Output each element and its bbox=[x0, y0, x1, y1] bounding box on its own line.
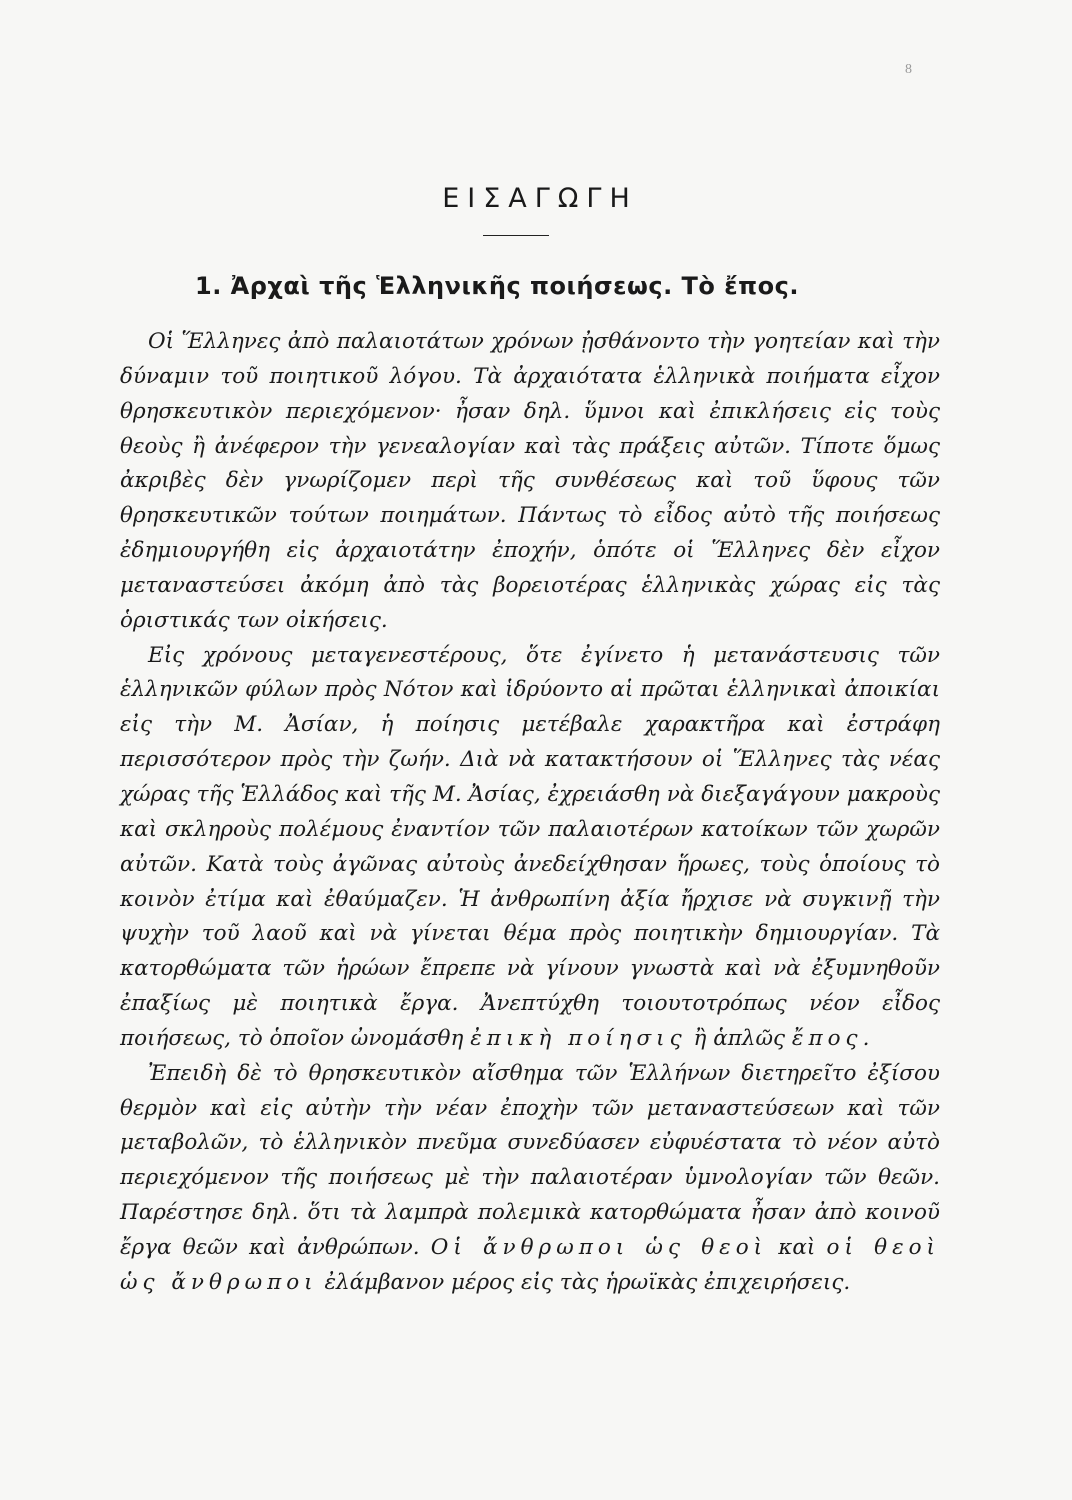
paragraph-3-text: Ἐπειδὴ δὲ τὸ θρησκευτικὸν αἴσθημα τῶν Ἑλλήνων διετηρεῖτο ἐξίσου θερμὸν καὶ εἰς αὐτὴν τὴν νέαν ἐποχὴν τῶν μεταναστεύσεων καὶ τῶν μεταβολῶν, τὸ ἑλληνικὸν πνεῦμα συνεδύασεν εὐφυέστατα τὸ νέον αὐτὸ περιεχόμενον τῆς ποιήσεως μὲ τὴν παλαιοτέραν ὑμνολογίαν τῶν θεῶν. Παρέστησε δηλ. ὅτι τὰ λαμπρὰ πολεμικὰ κατορθώματα ἦσαν ἀπὸ κοινοῦ ἔργα θεῶν καὶ ἀνθρώπων. bbox=[120, 1060, 940, 1260]
paragraph-2-end: . bbox=[862, 1025, 870, 1051]
page-number: 8 bbox=[905, 62, 912, 77]
paragraph-1-text: Οἱ Ἕλληνες ἀπὸ παλαιοτάτων χρόνων ᾐσθάνοντο τὴν γοητείαν καὶ τὴν δύναμιν τοῦ ποιητικοῦ λόγου. Τὰ ἀρχαιότατα ἑλληνικὰ ποιήματα εἶχον θρησκευτικὸν περιεχόμενον· ἦσαν δηλ. ὕμνοι καὶ ἐπικλήσεις εἰς τοὺς θεοὺς ἢ ἀνέφερον τὴν γενεαλογίαν καὶ τὰς πράξεις αὐτῶν. Τίποτε ὅμως ἀκριβὲς δὲν γνωρίζομεν περὶ τῆς συνθέσεως καὶ τοῦ ὕφους τῶν θρησκευτικῶν τούτων ποιημάτων. Πάντως τὸ εἶδος αὐτὸ τῆς ποιήσεως ἐδημιουργήθη εἰς ἀρχαιοτάτην ἐποχήν, ὁπότε οἱ Ἕλληνες δὲν εἶχον μεταναστεύσει ἀκόμη ἀπὸ τὰς βορειοτέρας ἑλληνικὰς χώρας εἰς τὰς ὁριστικάς των οἰκήσεις. bbox=[120, 329, 940, 633]
title-underline bbox=[483, 235, 549, 236]
paragraph-2-connector: ἢ ἁπλῶς bbox=[693, 1025, 786, 1051]
section-heading: 1. Ἀρχαὶ τῆς Ἑλληνικῆς ποιήσεως. Τὸ ἔπος. bbox=[195, 272, 799, 300]
chapter-title: ΕΙΣΑΓΩΓΗ bbox=[442, 183, 638, 214]
paragraph-3-emphasis-humans-as-gods: Οἱ ἄνθρωποι ὡς θεοὶ bbox=[430, 1234, 768, 1260]
paragraph-3-connector: καὶ bbox=[778, 1234, 816, 1260]
paragraph-3 bbox=[120, 1057, 940, 1301]
paragraph-2-text: Εἰς χρόνους μεταγενεστέρους, ὅτε ἐγίνετο ἡ μετανάστευσις τῶν ἑλληνικῶν φύλων πρὸς Νότον καὶ ἱδρύοντο αἱ πρῶται ἑλληνικαὶ ἀποικίαι εἰς τὴν Μ. Ἀσίαν, ἡ ποίησις μετέβαλε χαρακτῆρα καὶ ἐστράφη περισσότερον πρὸς τὴν ζωήν. Διὰ νὰ κατακτήσουν οἱ Ἕλληνες τὰς νέας χώρας τῆς Ἑλλάδος καὶ τῆς Μ. Ἀσίας, ἐχρειάσθη νὰ διεξαγάγουν μακροὺς καὶ σκληροὺς πολέμους ἐναντίον τῶν παλαιοτέρων κατοίκων τῶν χωρῶν αὐτῶν. Κατὰ τοὺς ἀγῶνας αὐτοὺς ἀνεδείχθησαν ἥρωες, τοὺς ὁποίους τὸ κοινὸν ἐτίμα καὶ ἐθαύμαζεν. Ἡ ἀνθρωπίνη ἀξία ἤρχισε νὰ συγκινῇ τὴν ψυχὴν τοῦ λαοῦ καὶ νὰ γίνεται θέμα πρὸς ποιητικὴν δημιουργίαν. Τὰ κατορθώματα τῶν ἡρώων ἔπρεπε νὰ γίνουν γνωστὰ καὶ νὰ ἐξυμνηθοῦν ἐπαξίως μὲ ποιητικὰ ἔργα. Ἀνεπτύχθη τοιουτοτρόπως νέον εἶδος ποιήσεως, τὸ ὁποῖον ὠνομάσθη bbox=[120, 642, 940, 1051]
paragraph-2 bbox=[120, 639, 940, 1057]
body-text bbox=[120, 325, 940, 1301]
paragraph-2-emphasis-epic-poetry: ἐπικὴ ποίησις bbox=[470, 1025, 687, 1051]
paragraph-3-end: ἐλάμβανον μέρος εἰς τὰς ἡρωϊκὰς ἐπιχειρήσεις. bbox=[324, 1269, 851, 1295]
paragraph-3-emphasis-gods-as-humans: οἱ θεοὶ ὡς ἄνθρωποι bbox=[120, 1234, 940, 1295]
paragraph-1 bbox=[120, 325, 940, 639]
paragraph-2-emphasis-epos: ἔπος bbox=[791, 1025, 863, 1051]
